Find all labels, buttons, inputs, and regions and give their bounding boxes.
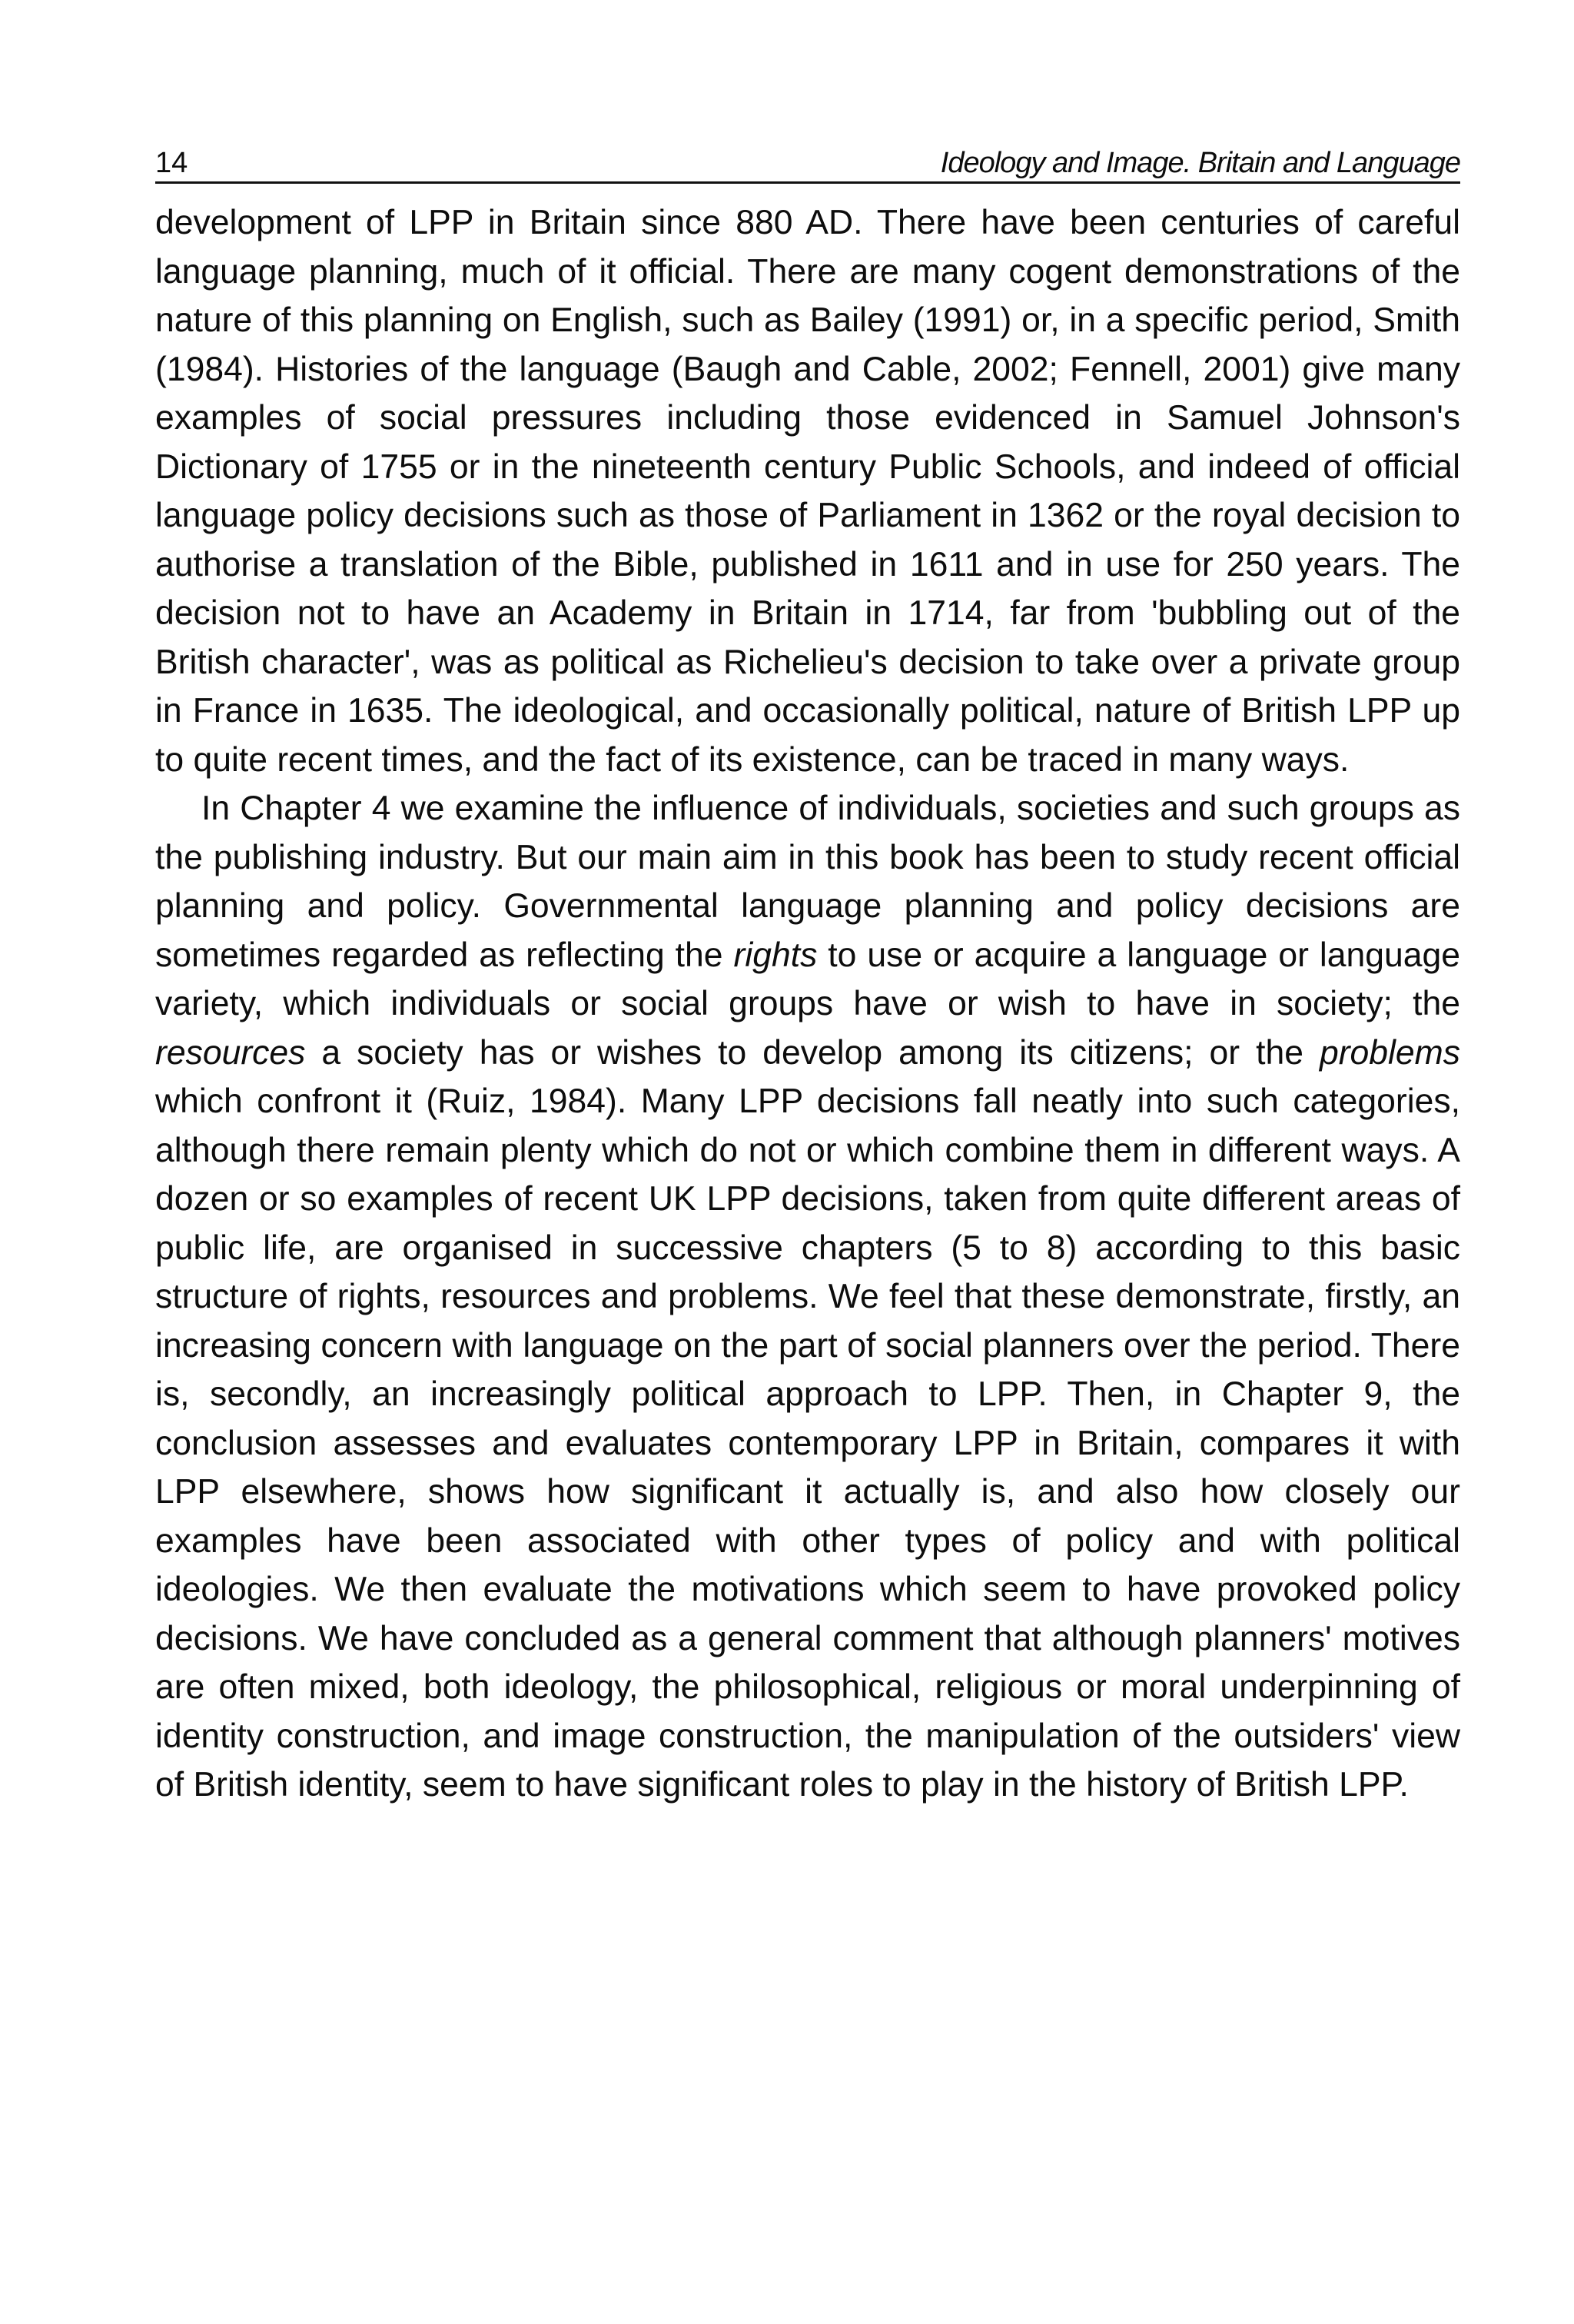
body-text — [155, 198, 1460, 1810]
paragraph-chapter-overview — [155, 784, 1460, 1810]
paragraph-text-segment: to use or acquire a language or language variety, which individuals or social groups have or wish to have in society; the — [155, 936, 1461, 1022]
paragraph-text-segment: which confront it (Ruiz, 1984). Many LPP decisions fall neatly into such categories, although there remain plenty which do not or which combine them in different ways. A dozen or so examples of recent UK LPP decisions, taken from quite different areas of public life, are organised in successive chapters (5 to 8) according to this basic structure of rights, resources and problems. We feel that these demonstrate, firstly, an increasing concern with language on the part of social planners over the period. There is, secondly, an increasingly political approach to LPP. Then, in Chapter 9, the conclusion assesses and evaluates contemporary LPP in Britain, compares it with LPP elsewhere, shows how significant it actually is, and also how closely our examples have been associated with other types of policy and with political ideologies. We then evaluate the motivations which seem to have provoked policy decisions. We have concluded as a general comment that although planners' motives are often mixed, both ideology, the philosophical, religious or moral underpinning of identity construction, and image construction, the manipulation of the outsiders' view of British identity, seem to have significant roles to play in the history of British LPP. — [155, 1082, 1460, 1804]
italic-term-resources: resources — [155, 1033, 306, 1072]
paragraph-text-segment: a society has or wishes to develop among its citizens; or the — [305, 1033, 1320, 1072]
running-title: Ideology and Image. Britain and Language — [940, 147, 1460, 179]
paragraph-continuation: development of LPP in Britain since 880 AD. There have been centuries of careful language planning, much of it official. There are many cogent demonstrations of the nature of this planning on English, such as Bailey (1991) or, in a specific period, Smith (1984). Histories of the language (Baugh and Cable, 2002; Fennell, 2001) give many examples of social pressures including those evidenced in Samuel Johnson's Dictionary of 1755 or in the nineteenth century Public Schools, and indeed of official language policy decisions such as those of Parliament in 1362 or the royal decision to authorise a translation of the Bible, published in 1611 and in use for 250 years. The decision not to have an Academy in Britain in 1714, far from 'bubbling out of the British character', was as political as Richelieu's decision to take over a private group in France in 1635. The ideological, and occasionally political, nature of British LPP up to quite recent times, and the fact of its existence, can be traced in many ways. — [155, 204, 1460, 779]
italic-term-problems: problems — [1319, 1033, 1460, 1072]
paragraph-text-segment: In Chapter 4 we examine the influence of individuals, societies and such groups as the publishing industry. But our main aim in this book has been to study recent official planning and policy. Governmental language planning and policy decisions are sometimes regarded as reflecting the — [155, 790, 1460, 974]
page-number: 14 — [155, 147, 188, 179]
italic-term-rights: rights — [733, 936, 818, 974]
running-head — [155, 145, 1460, 184]
